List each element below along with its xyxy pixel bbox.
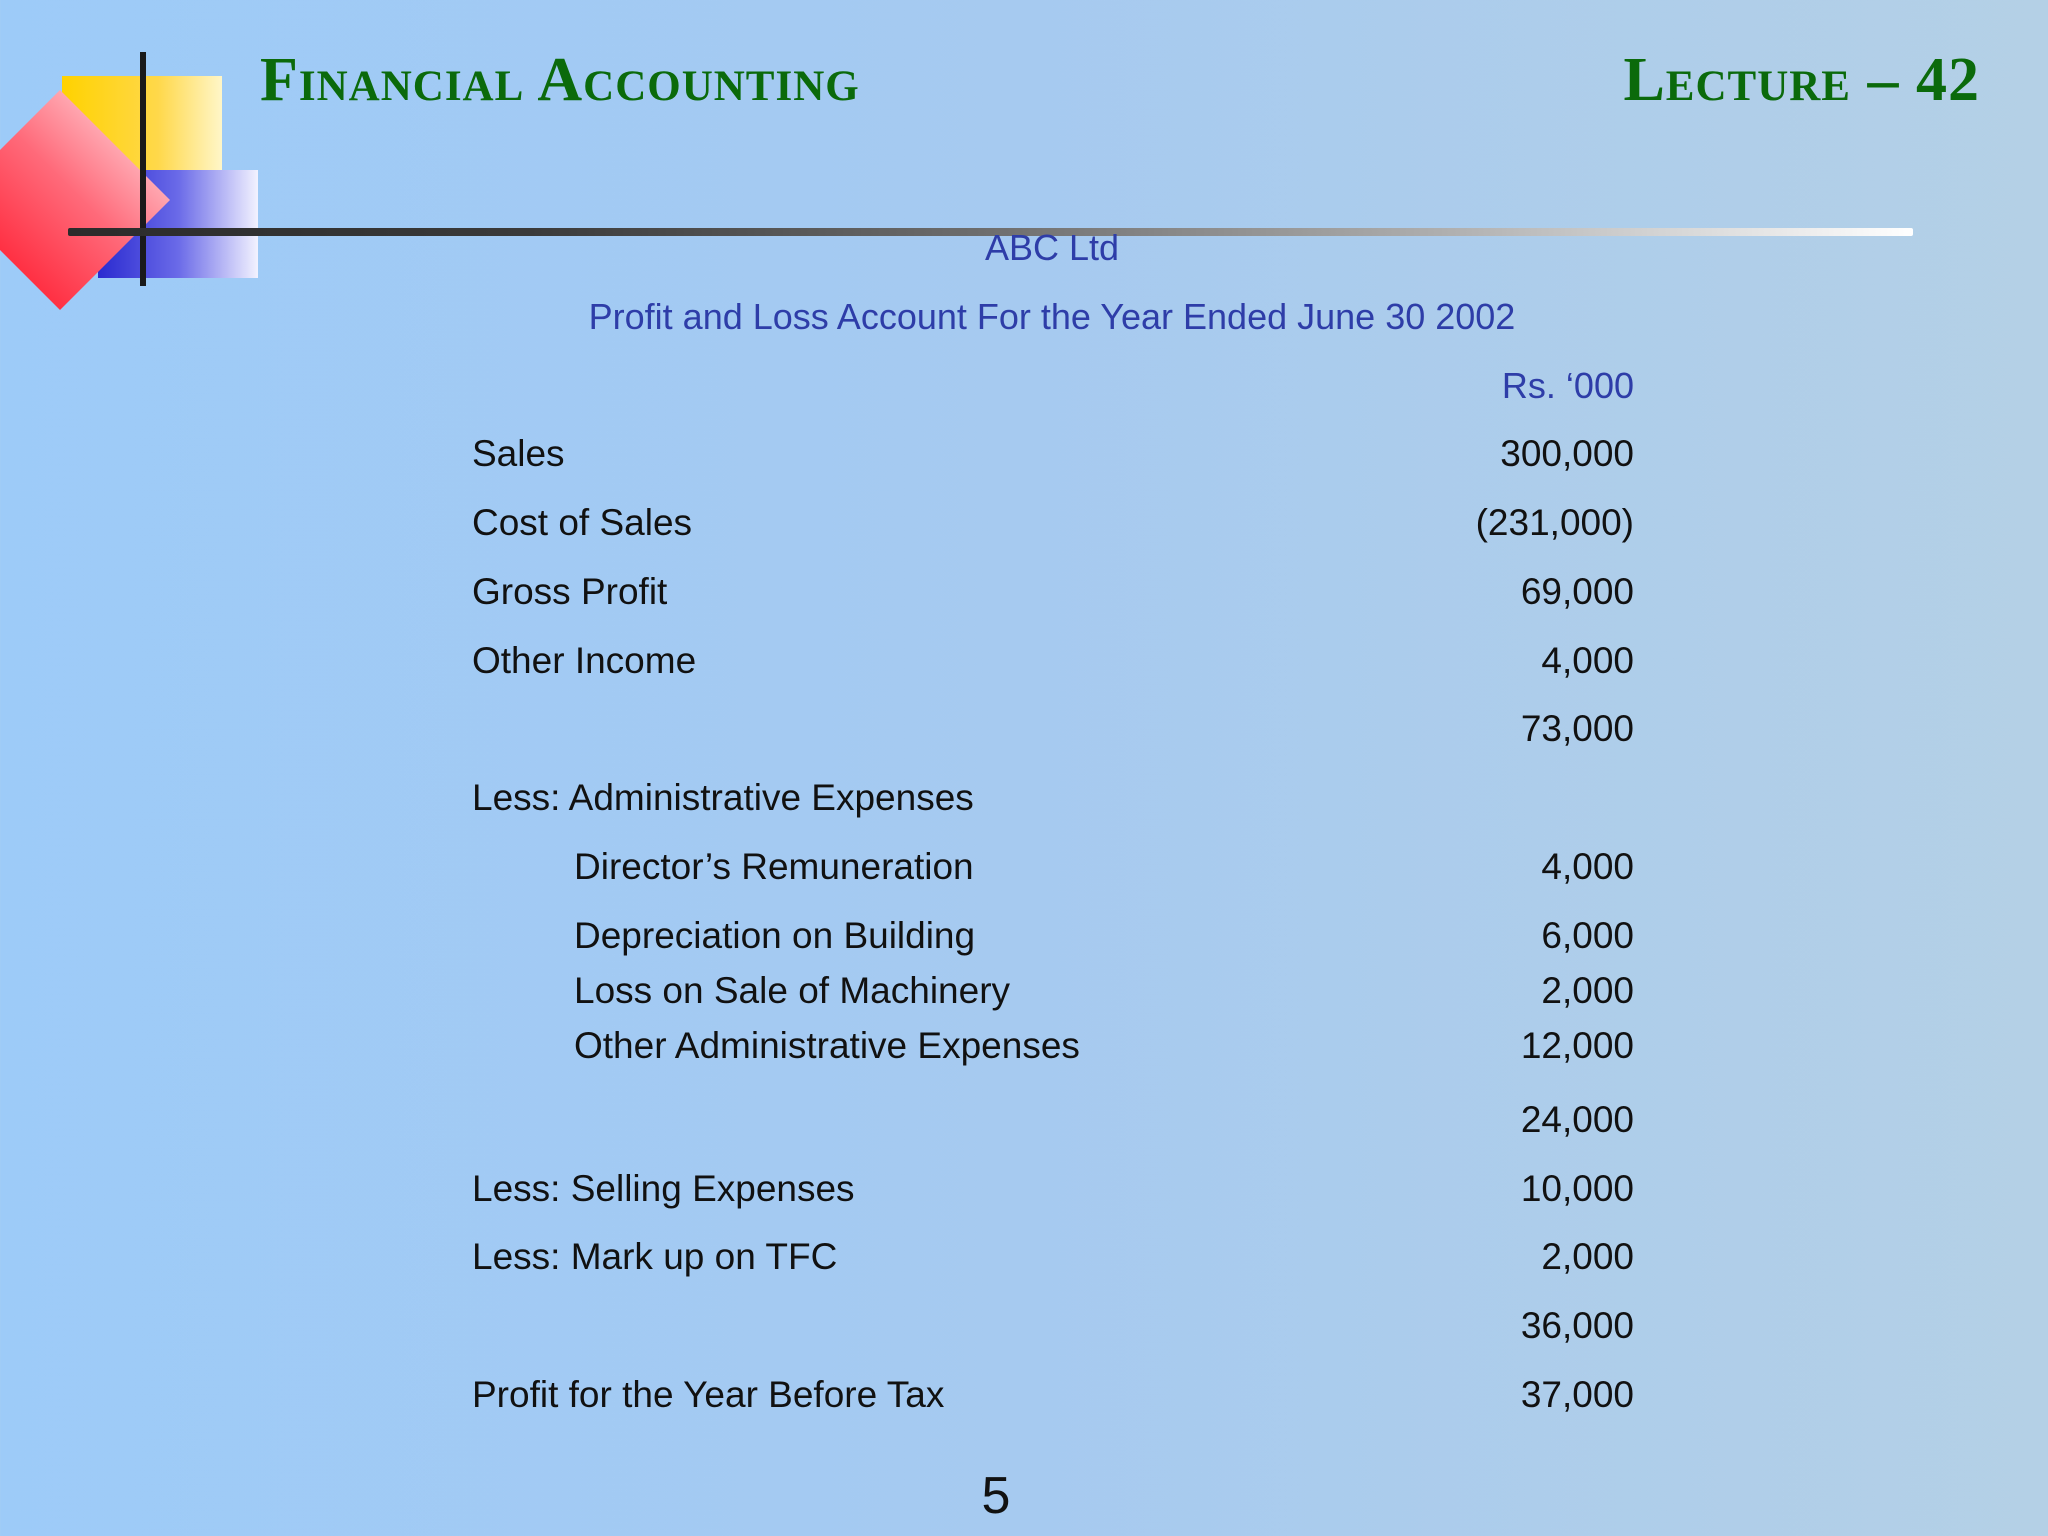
- statement-row-other-admin-expenses: [472, 1024, 1634, 1068]
- course-title: Financial Accounting: [260, 46, 860, 114]
- row-value: 36,000: [1520, 1305, 1634, 1346]
- statement-row-cost-of-sales: [472, 501, 1634, 545]
- row-label: Other Income: [472, 640, 697, 681]
- row-value: 12,000: [1520, 1025, 1634, 1066]
- page-number: 5: [981, 1467, 1011, 1525]
- statement-row-selling-expenses: [472, 1167, 1634, 1211]
- row-label: Sales: [472, 433, 565, 474]
- statement-row-profit-before-tax: [472, 1373, 1634, 1417]
- statement-row-directors-remuneration: [472, 845, 1634, 889]
- row-value: 4,000: [1541, 846, 1634, 887]
- statement-row-subtotal-income: [472, 707, 1634, 751]
- row-label: Less: Selling Expenses: [472, 1168, 855, 1209]
- company-name: ABC Ltd: [984, 227, 1120, 268]
- currency-unit-label: Rs. ‘000: [1501, 365, 1634, 406]
- row-value: 2,000: [1541, 1236, 1634, 1277]
- row-value: 300,000: [1500, 433, 1634, 474]
- statement-row-subtotal-admin: [472, 1098, 1634, 1142]
- statement-row-admin-expenses-heading: [472, 776, 1634, 820]
- row-label: Director’s Remuneration: [574, 846, 974, 887]
- statement-row-total-expenses: [472, 1304, 1634, 1348]
- row-value: 6,000: [1541, 915, 1634, 956]
- statement-row-gross-profit: [472, 570, 1634, 614]
- row-value: 4,000: [1541, 640, 1634, 681]
- statement-row-loss-sale-machinery: [472, 969, 1634, 1013]
- row-label: Profit for the Year Before Tax: [472, 1374, 945, 1415]
- row-label: Depreciation on Building: [574, 915, 976, 956]
- statement-row-other-income: [472, 639, 1634, 683]
- decorative-logo-icon: [0, 40, 270, 320]
- row-value: 24,000: [1520, 1099, 1634, 1140]
- row-label: Less: Mark up on TFC: [472, 1236, 838, 1277]
- row-value: 69,000: [1520, 571, 1634, 612]
- statement-title: Profit and Loss Account For the Year Ended June 30 2002: [588, 296, 1516, 337]
- statement-row-depreciation-building: [472, 914, 1634, 958]
- row-value: 10,000: [1520, 1168, 1634, 1209]
- row-value: (231,000): [1475, 502, 1634, 543]
- lecture-number: Lecture – 42: [1623, 46, 1980, 114]
- row-value: 37,000: [1520, 1374, 1634, 1415]
- row-value: 2,000: [1541, 970, 1634, 1011]
- statement-row-sales: [472, 432, 1634, 476]
- row-label: Other Administrative Expenses: [574, 1025, 1080, 1066]
- row-label: Loss on Sale of Machinery: [574, 970, 1011, 1011]
- row-label: Less: Administrative Expenses: [472, 777, 974, 818]
- row-label: Gross Profit: [472, 571, 668, 612]
- row-label: Cost of Sales: [472, 502, 693, 543]
- statement-row-markup-tfc: [472, 1235, 1634, 1279]
- row-value: 73,000: [1520, 708, 1634, 749]
